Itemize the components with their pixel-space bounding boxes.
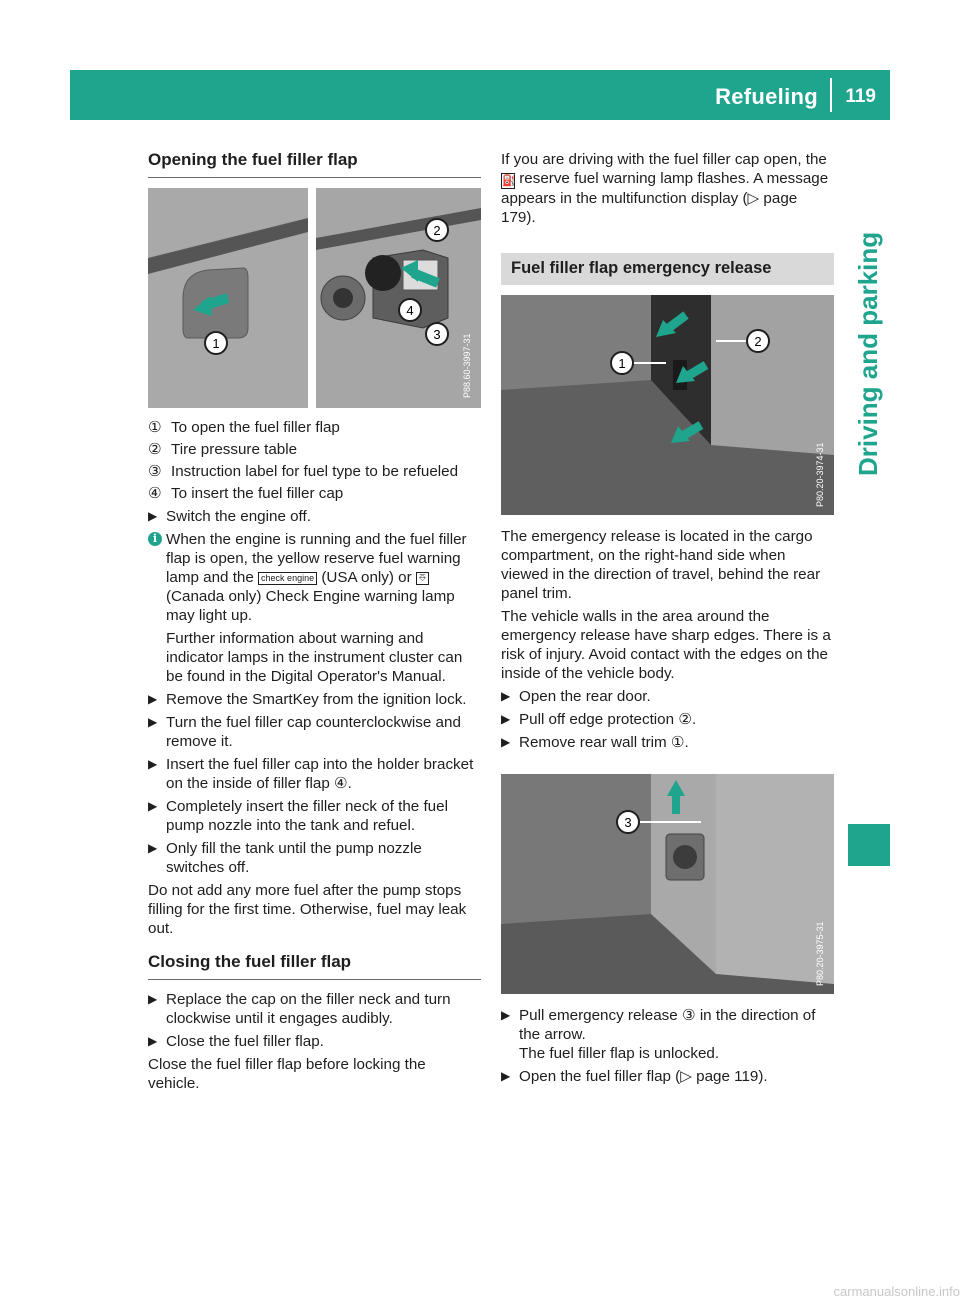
figure-emergency-release <box>501 295 834 515</box>
step-arrow-icon: ▶ <box>148 509 158 523</box>
figure-code: P88.60-3997-31 <box>462 333 472 398</box>
step-item: ▶ Replace the cap on the filler neck and turn clockwise until it engages audibly. <box>148 991 451 1027</box>
header-bar <box>70 70 890 120</box>
callout-3: 3 <box>624 815 632 830</box>
paragraph-sharp-edges: The vehicle walls in the area around the emergency release have sharp edges. There is a risk of injury. Avoid contact with the edges on the inside of the vehicle body. <box>501 608 831 682</box>
info-note: i When the engine is running and the fuel filler flap is open, the yellow reserve fuel warning lamp and the check engine (USA only) or ⎑ (Canada only) Check Engine warning lamp may light up. Further information about warning and indicator lamps in the instrument cluster can be found in the Digital Operator's Manual. <box>148 530 481 686</box>
info-icon: i <box>148 532 162 546</box>
step-item: ▶ Pull off edge protection ②. <box>501 711 697 728</box>
right-column <box>501 150 834 1086</box>
figure-code: P80.20-3975-31 <box>815 921 825 986</box>
step-item: ▶ Close the fuel filler flap. <box>148 1033 324 1050</box>
step-item: ▶ Switch the engine off. <box>148 508 311 525</box>
heading-opening: Opening the fuel filler flap <box>148 150 481 178</box>
info-further: Further information about warning and indicator lamps in the instrument cluster can be found in the Digital Operator's Manual. <box>166 630 463 685</box>
step-item: ▶ Insert the fuel filler cap into the holder bracket on the inside of filler flap ④. <box>148 756 474 792</box>
figure-fuel-flap <box>148 188 481 408</box>
step-item: ▶ Pull emergency release ③ in the direction of the arrow. The fuel filler flap is unlocked. <box>501 1007 816 1062</box>
paragraph-located: The emergency release is located in the cargo compartment, on the right-hand side when viewed in the direction of travel, behind the rear panel trim. <box>501 528 821 602</box>
step-item: ▶ Turn the fuel filler cap counterclockwise and remove it. <box>148 714 461 750</box>
callout-3: 3 <box>433 327 441 342</box>
legend-item: ③ Instruction label for fuel type to be refueled <box>148 463 459 480</box>
figure-pull-release <box>501 774 834 994</box>
figure-code: P80.20-3974-31 <box>815 442 825 507</box>
step-item: ▶ Completely insert the filler neck of the fuel pump nozzle into the tank and refuel. <box>148 798 448 834</box>
intro-paragraph: If you are driving with the fuel filler cap open, the ⛽ reserve fuel warning lamp flashes. A message appears in the multifunction display (▷ page 179). <box>501 151 829 226</box>
figure-emergency-illustration <box>501 295 834 515</box>
figure-pull-release-illustration <box>501 774 834 994</box>
fuel-pump-icon: ⛽ <box>502 175 516 187</box>
left-column <box>148 150 481 1093</box>
paragraph-stop: Do not add any more fuel after the pump stops filling for the first time. Otherwise, fuel may leak out. <box>148 882 467 937</box>
heading-emergency-release: Fuel filler flap emergency release <box>501 253 834 285</box>
step-item: ▶ Only fill the tank until the pump nozzle switches off. <box>148 840 422 876</box>
page-number: 119 <box>845 86 876 107</box>
callout-4: 4 <box>406 303 414 318</box>
step-item: ▶ Open the rear door. <box>501 688 651 705</box>
step-item: ▶ Remove the SmartKey from the ignition lock. <box>148 691 467 708</box>
heading-closing: Closing the fuel filler flap <box>148 952 481 980</box>
page-section-title: Refueling <box>715 84 818 109</box>
footer-watermark: carmanualsonline.info <box>833 1284 960 1299</box>
check-engine-symbol: check engine <box>258 572 317 585</box>
paragraph-close: Close the fuel filler flap before locking the vehicle. <box>148 1056 426 1092</box>
callout-1: 1 <box>618 356 626 371</box>
callout-2: 2 <box>433 223 441 238</box>
callout-1: 1 <box>212 336 220 351</box>
side-tab-marker <box>848 824 890 866</box>
callout-2: 2 <box>754 334 762 349</box>
side-tab-label: Driving and parking <box>853 231 883 476</box>
header-divider <box>830 78 832 112</box>
step-item: ▶ Remove rear wall trim ①. <box>501 734 689 751</box>
legend-item: ④ To insert the fuel filler cap <box>148 485 344 502</box>
result-text: The fuel filler flap is unlocked. <box>519 1045 720 1062</box>
engine-icon: ⎑ <box>416 572 429 585</box>
figure-fuel-flap-illustration <box>148 188 481 408</box>
legend-item: ② Tire pressure table <box>148 441 298 458</box>
legend-item: ① To open the fuel filler flap <box>148 419 340 436</box>
step-item: ▶ Open the fuel filler flap (▷ page 119). <box>501 1068 768 1085</box>
